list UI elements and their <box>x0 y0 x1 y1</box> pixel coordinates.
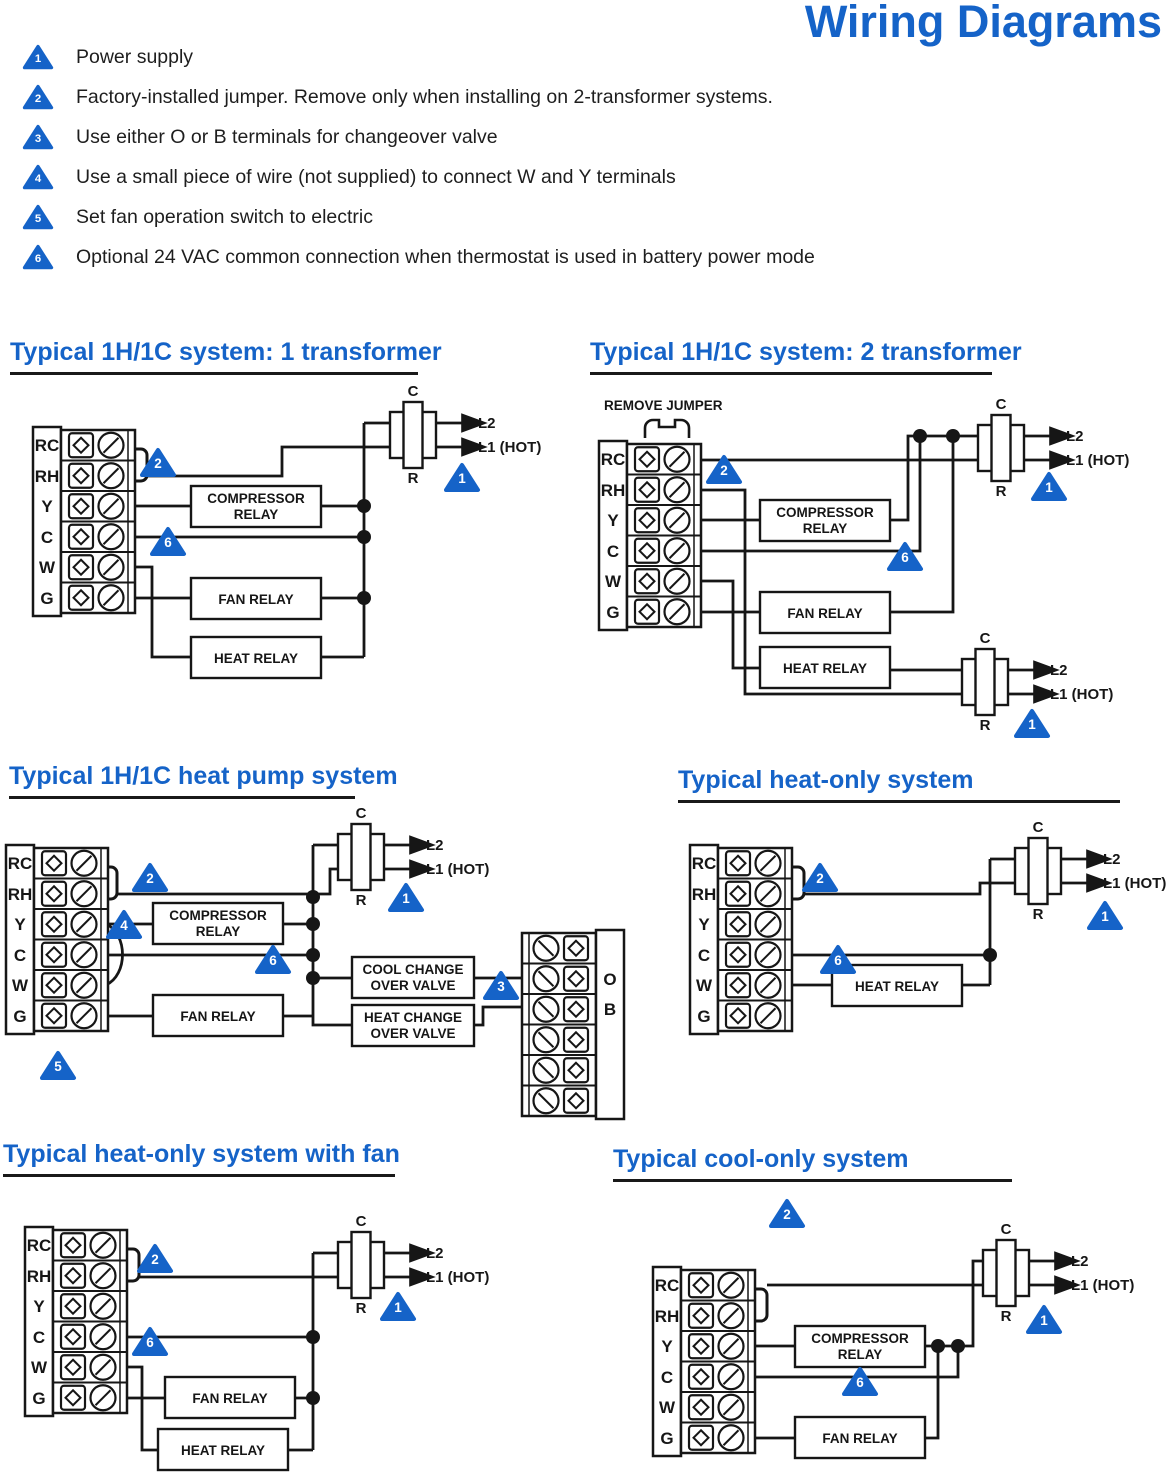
fan-relay-label: FAN RELAY <box>218 592 294 607</box>
jumper-bracket <box>755 1289 767 1321</box>
terminal-label: RH <box>26 1267 52 1286</box>
junction-dot <box>913 429 927 443</box>
triangle-3-icon <box>22 124 54 151</box>
terminal-label: C <box>40 528 54 547</box>
xfmr-r-label: R <box>355 892 367 909</box>
svg-text:4: 4 <box>34 173 42 186</box>
callout-triangle-2 <box>139 1246 171 1271</box>
legend-item <box>22 164 815 191</box>
svg-text:5: 5 <box>54 1059 62 1074</box>
transformer-symbol <box>390 402 436 468</box>
terminal-block <box>34 848 108 1031</box>
junction-dot <box>357 591 371 605</box>
l1-label: L1 (HOT) <box>426 861 490 878</box>
callout-triangle-6 <box>844 1369 876 1394</box>
jumper-bracket <box>127 1249 139 1281</box>
svg-text:3: 3 <box>497 979 505 994</box>
legend-text: Factory-installed jumper. Remove only when installing on 2-transformer systems. <box>76 86 773 108</box>
svg-text:2: 2 <box>816 871 824 886</box>
heat-valve-label: OVER VALVE <box>370 1026 456 1041</box>
junction-dot <box>306 1330 320 1344</box>
junction-dot <box>306 971 320 985</box>
compressor-relay-label: COMPRESSOR <box>207 491 305 506</box>
cool-valve-label: OVER VALVE <box>370 978 456 993</box>
transformer-symbol <box>978 415 1024 481</box>
xfmr-r-label: R <box>979 717 991 734</box>
terminal-label: C <box>660 1368 674 1387</box>
callout-triangle-1 <box>1033 474 1065 499</box>
transformer-symbol <box>338 824 384 890</box>
svg-text:1: 1 <box>458 471 466 486</box>
triangle-6-icon <box>22 244 54 271</box>
terminal-block <box>61 430 135 613</box>
terminal-block <box>53 1230 127 1413</box>
xfmr-r-label: R <box>355 1300 367 1317</box>
svg-text:2: 2 <box>151 1252 159 1267</box>
section-heading-6: Typical cool-only system <box>613 1145 1012 1182</box>
terminal-label-o: O <box>603 970 617 989</box>
svg-text:2: 2 <box>146 871 154 886</box>
svg-text:1: 1 <box>402 891 410 906</box>
remove-jumper-label: REMOVE JUMPER <box>604 398 723 413</box>
callout-triangle-1 <box>382 1294 414 1319</box>
svg-text:2: 2 <box>783 1207 791 1222</box>
svg-text:6: 6 <box>164 535 172 550</box>
page-title: Wiring Diagrams <box>804 0 1162 47</box>
changeover-terminal-block <box>522 933 596 1116</box>
terminal-label: RC <box>34 436 60 455</box>
svg-text:3: 3 <box>34 133 42 146</box>
triangle-1-icon <box>22 44 54 71</box>
callout-triangle-2 <box>134 865 166 890</box>
terminal-label: C <box>606 542 620 561</box>
terminal-label: W <box>11 976 29 995</box>
terminal-label: G <box>660 1429 674 1448</box>
terminal-label: W <box>695 976 713 995</box>
terminal-label-b: B <box>603 1000 617 1019</box>
fan-relay-label: FAN RELAY <box>180 1009 256 1024</box>
terminal-label-column <box>33 427 61 616</box>
legend-item <box>22 124 815 151</box>
transformer-symbol <box>983 1240 1029 1306</box>
fan-relay-label: FAN RELAY <box>192 1391 268 1406</box>
l2-label: L2 <box>478 415 496 432</box>
svg-text:6: 6 <box>901 550 909 565</box>
section-heading-4: Typical heat-only system <box>678 766 1120 803</box>
terminal-label: Y <box>41 497 53 516</box>
svg-text:2: 2 <box>34 93 42 106</box>
legend-text: Optional 24 VAC common connection when thermostat is used in battery power mode <box>76 246 815 268</box>
compressor-relay-label: COMPRESSOR <box>776 505 874 520</box>
terminal-label: RC <box>600 450 626 469</box>
terminal-label: RC <box>7 854 33 873</box>
legend-text: Use a small piece of wire (not supplied) to connect W and Y terminals <box>76 166 676 188</box>
callout-triangle-6 <box>134 1329 166 1354</box>
junction-dot <box>306 890 320 904</box>
heat-valve-label: HEAT CHANGE <box>363 1010 463 1025</box>
terminal-label: W <box>604 572 622 591</box>
junction-dot <box>946 429 960 443</box>
legend <box>22 44 815 284</box>
heat-relay-label: HEAT RELAY <box>180 1443 266 1458</box>
xfmr-c-label: C <box>355 1213 367 1230</box>
terminal-label: RH <box>7 885 33 904</box>
legend-text: Power supply <box>76 46 194 68</box>
l2-label: L2 <box>1071 1253 1089 1270</box>
terminal-label: RC <box>691 854 717 873</box>
svg-text:6: 6 <box>146 1335 154 1350</box>
terminal-label: G <box>13 1007 27 1026</box>
xfmr-r-label: R <box>1000 1308 1012 1325</box>
xfmr-r-label: R <box>407 470 419 487</box>
terminal-label: G <box>32 1389 46 1408</box>
xfmr-c-label: C <box>979 630 991 647</box>
svg-text:1: 1 <box>394 1300 402 1315</box>
xfmr-r-label: R <box>995 483 1007 500</box>
legend-item <box>22 84 815 111</box>
terminal-label-column <box>596 930 624 1119</box>
callout-triangle-1 <box>1089 903 1121 928</box>
terminal-label: RH <box>34 467 60 486</box>
svg-text:1: 1 <box>1040 1313 1048 1328</box>
compressor-relay-label: COMPRESSOR <box>811 1331 909 1346</box>
l1-label: L1 (HOT) <box>478 439 542 456</box>
junction-dot <box>951 1339 965 1353</box>
compressor-relay-label: COMPRESSOR <box>169 908 267 923</box>
l2-label: L2 <box>426 837 444 854</box>
svg-text:6: 6 <box>34 253 42 266</box>
heat-relay-label: HEAT RELAY <box>213 651 299 666</box>
terminal-label: G <box>40 589 54 608</box>
svg-text:6: 6 <box>269 953 277 968</box>
junction-dot <box>306 917 320 931</box>
terminal-label: G <box>606 603 620 622</box>
xfmr-c-label: C <box>355 805 367 822</box>
callout-triangle-1 <box>446 465 478 490</box>
compressor-relay-label: RELAY <box>837 1347 883 1362</box>
compressor-relay-label: RELAY <box>233 507 279 522</box>
svg-text:1: 1 <box>1028 717 1036 732</box>
terminal-label-column <box>653 1267 681 1456</box>
l2-label: L2 <box>1066 428 1084 445</box>
terminal-label: RH <box>691 885 717 904</box>
xfmr-c-label: C <box>995 396 1007 413</box>
heat-relay-label: HEAT RELAY <box>854 979 940 994</box>
junction-dot <box>357 499 371 513</box>
terminal-label: RH <box>600 481 626 500</box>
callout-triangle-6 <box>152 529 184 554</box>
terminal-block <box>718 848 792 1031</box>
svg-text:5: 5 <box>34 213 42 226</box>
callout-triangle-1 <box>1028 1307 1060 1332</box>
terminal-label-column <box>690 845 718 1034</box>
section-heading-2: Typical 1H/1C system: 2 transformer <box>590 338 992 375</box>
svg-text:1: 1 <box>1045 480 1053 495</box>
xfmr-c-label: C <box>1032 819 1044 836</box>
section-heading-3: Typical 1H/1C heat pump system <box>9 762 355 799</box>
svg-text:6: 6 <box>834 953 842 968</box>
terminal-label: W <box>38 558 56 577</box>
legend-item <box>22 44 815 71</box>
l2-label: L2 <box>1103 851 1121 868</box>
l2-label: L2 <box>1050 662 1068 679</box>
terminal-label: Y <box>661 1337 673 1356</box>
l1-label: L1 (HOT) <box>426 1269 490 1286</box>
terminal-label: Y <box>607 511 619 530</box>
svg-text:2: 2 <box>720 463 728 478</box>
svg-text:2: 2 <box>154 456 162 471</box>
legend-item <box>22 204 815 231</box>
terminal-label: Y <box>33 1297 45 1316</box>
terminal-label: C <box>32 1328 46 1347</box>
terminal-label: G <box>697 1007 711 1026</box>
legend-text: Use either O or B terminals for changeover valve <box>76 126 498 148</box>
terminal-block <box>627 444 701 627</box>
transformer-symbol <box>1015 838 1061 904</box>
callout-triangle-5 <box>42 1053 74 1078</box>
terminal-label-column <box>25 1227 53 1416</box>
compressor-relay-label: RELAY <box>802 521 848 536</box>
diagram-1h1c-2-transformer <box>599 396 1129 736</box>
l1-label: L1 (HOT) <box>1066 452 1130 469</box>
callout-triangle-6 <box>889 544 921 569</box>
terminal-label: C <box>697 946 711 965</box>
xfmr-r-label: R <box>1032 906 1044 923</box>
terminal-label: RH <box>654 1307 680 1326</box>
removed-jumper-icon <box>645 420 689 438</box>
terminal-label: RC <box>26 1236 52 1255</box>
svg-text:6: 6 <box>856 1375 864 1390</box>
terminal-label-column <box>599 441 627 630</box>
junction-dot <box>357 530 371 544</box>
terminal-label: W <box>30 1358 48 1377</box>
l1-label: L1 (HOT) <box>1103 875 1167 892</box>
legend-text: Set fan operation switch to electric <box>76 206 373 228</box>
fan-relay-label: FAN RELAY <box>822 1431 898 1446</box>
callout-triangle-2 <box>771 1201 803 1226</box>
terminal-label: W <box>658 1398 676 1417</box>
svg-text:4: 4 <box>120 918 128 933</box>
terminal-label-column <box>6 845 34 1034</box>
transformer-symbol <box>338 1232 384 1298</box>
xfmr-c-label: C <box>407 383 419 400</box>
callout-triangle-1 <box>1016 711 1048 736</box>
junction-dot <box>983 948 997 962</box>
junction-dot <box>931 1339 945 1353</box>
legend-item <box>22 244 815 271</box>
terminal-label: Y <box>14 915 26 934</box>
diagram-heat-only <box>690 819 1166 1034</box>
svg-text:1: 1 <box>1101 909 1109 924</box>
transformer-symbol <box>962 649 1008 715</box>
terminal-label: Y <box>698 915 710 934</box>
jumper-bracket <box>792 867 804 899</box>
cool-valve-label: COOL CHANGE <box>362 962 464 977</box>
fan-relay-label: FAN RELAY <box>787 606 863 621</box>
junction-dot <box>306 1391 320 1405</box>
terminal-block <box>681 1270 755 1453</box>
triangle-5-icon <box>22 204 54 231</box>
xfmr-c-label: C <box>1000 1221 1012 1238</box>
callout-triangle-1 <box>390 885 422 910</box>
terminal-label: C <box>13 946 27 965</box>
l1-label: L1 (HOT) <box>1050 686 1114 703</box>
l1-label: L1 (HOT) <box>1071 1277 1135 1294</box>
diagram-cool-only <box>653 1201 1134 1458</box>
section-heading-1: Typical 1H/1C system: 1 transformer <box>10 338 418 375</box>
callout-triangle-6 <box>822 947 854 972</box>
svg-text:1: 1 <box>34 53 42 66</box>
l2-label: L2 <box>426 1245 444 1262</box>
callout-triangle-2 <box>804 865 836 890</box>
section-heading-5: Typical heat-only system with fan <box>3 1140 395 1177</box>
terminal-label: RC <box>654 1276 680 1295</box>
diagram-heat-pump <box>6 805 624 1119</box>
diagram-heat-only-with-fan <box>25 1213 489 1470</box>
triangle-4-icon <box>22 164 54 191</box>
compressor-relay-label: RELAY <box>195 924 241 939</box>
heat-relay-label: HEAT RELAY <box>782 661 868 676</box>
junction-dot <box>306 948 320 962</box>
diagram-1h1c-1-transformer <box>33 383 541 678</box>
callout-triangle-6 <box>257 947 289 972</box>
triangle-2-icon <box>22 84 54 111</box>
